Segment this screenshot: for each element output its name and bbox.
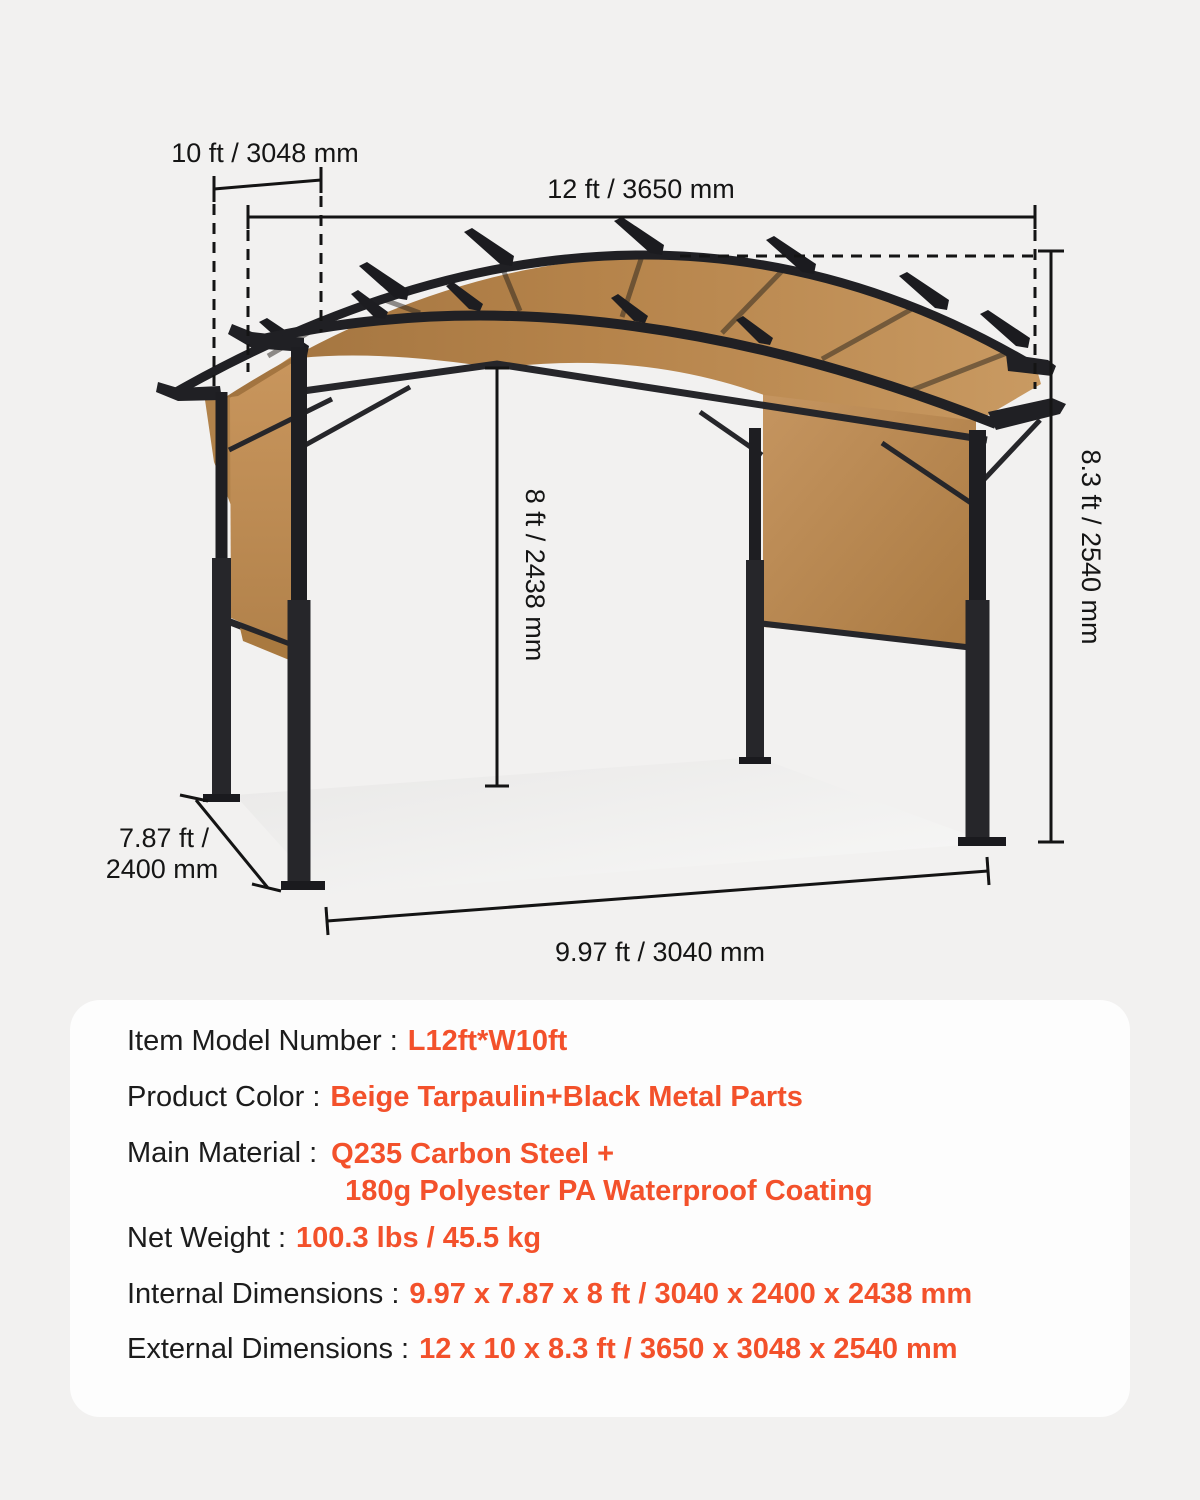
spec-value: L12ft*W10ft <box>407 1025 568 1057</box>
spec-label: Product Color : <box>127 1081 321 1113</box>
spec-label: Item Model Number : <box>127 1025 398 1057</box>
spec-row-weight <box>127 1221 541 1255</box>
spec-label: Main Material : <box>127 1137 318 1169</box>
spec-label: Internal Dimensions : <box>127 1278 400 1310</box>
label-top-left-width: 10 ft / 3048 mm <box>171 138 359 168</box>
spec-row-color <box>127 1080 803 1114</box>
spec-value-line2: 180g Polyester PA Waterproof Coating <box>345 1175 873 1207</box>
label-depth-line1: 7.87 ft / <box>118 823 210 853</box>
spec-value: Beige Tarpaulin+Black Metal Parts <box>330 1081 803 1113</box>
spec-label: Net Weight : <box>127 1222 287 1254</box>
label-depth-line2: 2400 mm <box>105 854 219 884</box>
floor-area <box>235 757 990 895</box>
spec-card <box>70 1000 1130 1417</box>
label-internal-height: 8 ft / 2438 mm <box>520 488 550 662</box>
spec-row-external-dimensions <box>127 1332 958 1366</box>
label-external-height: 8.3 ft / 2540 mm <box>1076 449 1106 645</box>
spec-value: 12 x 10 x 8.3 ft / 3650 x 3048 x 2540 mm <box>419 1333 958 1365</box>
dim-external-height <box>1038 251 1064 842</box>
spec-value: 100.3 lbs / 45.5 kg <box>296 1222 542 1254</box>
spec-value: 9.97 x 7.87 x 8 ft / 3040 x 2400 x 2438 mm <box>409 1278 973 1310</box>
spec-row-model <box>127 1024 567 1058</box>
spec-row-material <box>127 1136 873 1210</box>
dim-internal-height <box>485 368 509 786</box>
spec-row-internal-dimensions <box>127 1277 972 1311</box>
spec-label: External Dimensions : <box>127 1333 410 1365</box>
label-top-width: 12 ft / 3650 mm <box>547 174 735 204</box>
label-internal-width: 9.97 ft / 3040 mm <box>554 937 766 967</box>
spec-value: Q235 Carbon Steel + <box>331 1138 615 1170</box>
